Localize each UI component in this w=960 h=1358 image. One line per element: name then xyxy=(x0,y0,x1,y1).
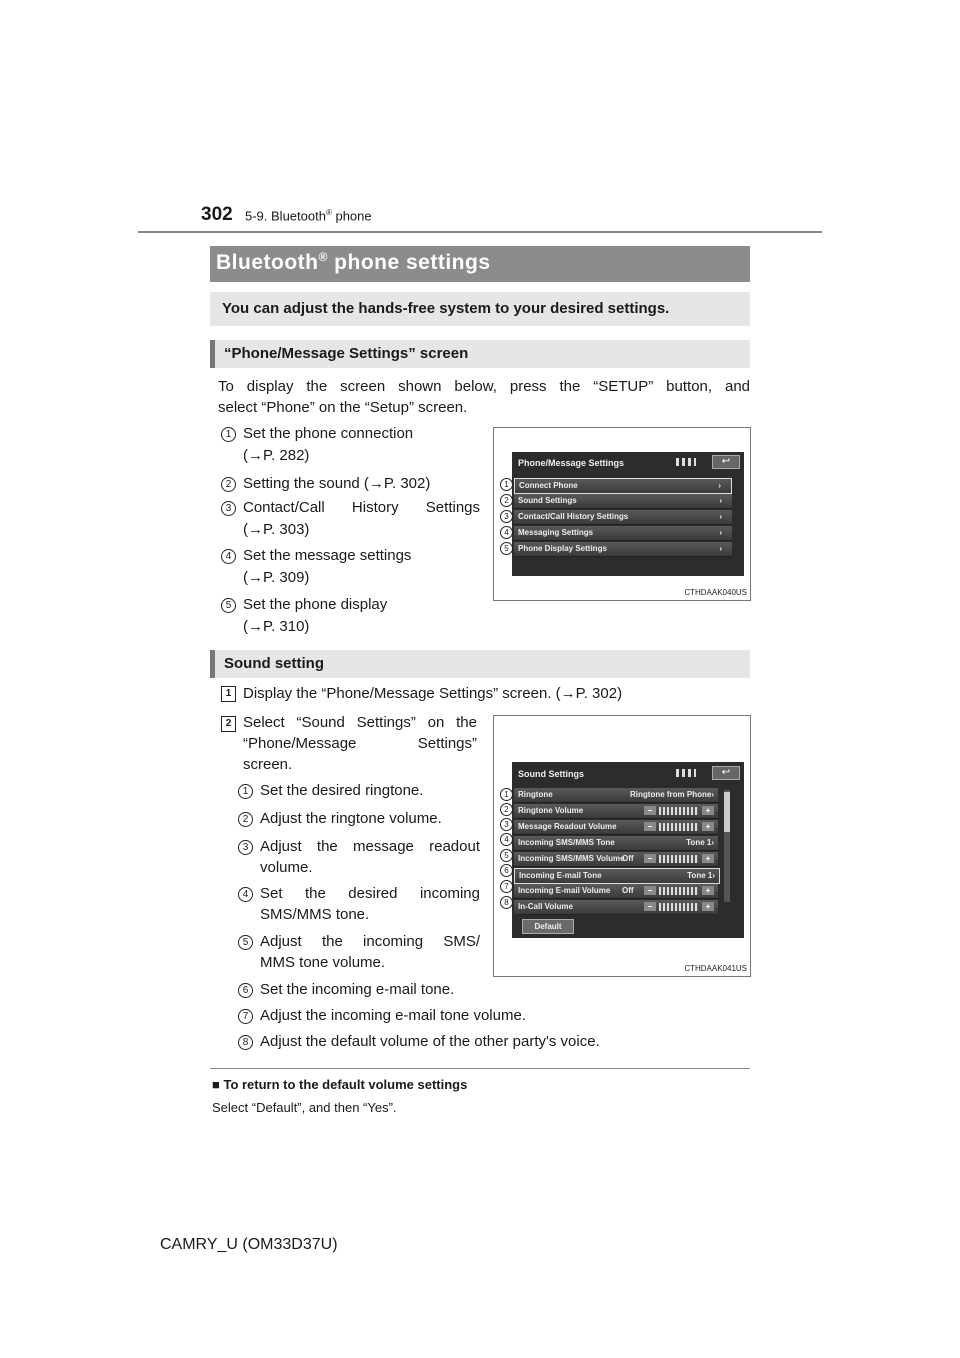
row-label: Incoming E-mail Tone xyxy=(519,871,602,880)
row-label: Incoming SMS/MMS Volume xyxy=(518,854,625,863)
row-label: Ringtone xyxy=(518,790,553,799)
signal-icon xyxy=(676,458,696,466)
footer-model-code: CAMRY_U (OM33D37U) xyxy=(160,1236,338,1253)
volume-slider xyxy=(659,823,699,831)
title-registered-mark: ® xyxy=(318,250,328,264)
registered-mark: ® xyxy=(325,208,332,217)
volume-slider xyxy=(659,855,699,863)
item-number-3: 3 xyxy=(221,501,236,516)
sound-settings-figure xyxy=(493,715,751,977)
callout-3: 3 xyxy=(500,818,513,831)
row-value: Tone 1› xyxy=(687,871,715,880)
minus-icon: − xyxy=(644,886,656,895)
header-divider xyxy=(138,231,822,233)
callout-4: 4 xyxy=(500,526,513,539)
plus-icon: + xyxy=(702,822,714,831)
callout-4: 4 xyxy=(500,833,513,846)
back-icon: ↩ xyxy=(712,766,740,780)
chapter-prefix: 5-9. Bluetooth xyxy=(245,208,326,224)
page-number: 302 xyxy=(201,204,233,225)
off-label: Off xyxy=(622,854,634,863)
volume-slider xyxy=(659,807,699,815)
volume-slider xyxy=(659,887,699,895)
chevron-right-icon: › xyxy=(719,528,722,537)
minus-icon: − xyxy=(644,822,656,831)
item-number-5: 5 xyxy=(221,598,236,613)
row-label: Phone Display Settings xyxy=(518,544,607,553)
item-number-1: 1 xyxy=(221,427,236,442)
row-label: Incoming SMS/MMS Tone xyxy=(518,838,615,847)
sound-item-text: MMS tone volume. xyxy=(260,954,386,971)
chevron-right-icon: › xyxy=(719,496,722,505)
chapter-label xyxy=(245,208,372,223)
default-button: Default xyxy=(522,919,574,934)
row-incoming-email-tone xyxy=(514,868,720,884)
title-prefix: Bluetooth xyxy=(216,251,319,274)
row-ringtone-volume xyxy=(514,804,718,819)
page-title xyxy=(216,250,491,275)
row-incoming-sms-volume xyxy=(514,852,718,867)
signal-icon xyxy=(676,769,696,777)
volume-slider xyxy=(659,903,699,911)
item-text: Set the phone display xyxy=(243,596,388,613)
row-label: Sound Settings xyxy=(518,496,577,505)
off-label: Off xyxy=(622,886,634,895)
sound-item-text: Adjust the message readout xyxy=(260,838,480,855)
sound-item-text: Set the desired ringtone. xyxy=(260,782,424,799)
sound-item-number-3: 3 xyxy=(238,840,253,855)
sound-item-number-4: 4 xyxy=(238,887,253,902)
row-label: Connect Phone xyxy=(519,481,578,490)
sound-item-text: Set the desired incoming xyxy=(260,885,480,902)
chevron-right-icon: › xyxy=(718,481,721,490)
row-incoming-email-volume xyxy=(514,884,718,899)
plus-icon: + xyxy=(702,902,714,911)
sound-item-number-5: 5 xyxy=(238,935,253,950)
row-label: Ringtone Volume xyxy=(518,806,584,815)
minus-icon: − xyxy=(644,902,656,911)
item-text-ref: (→P. 310) xyxy=(243,618,310,635)
item-text-ref: (→P. 282) xyxy=(243,447,310,464)
row-value: Ringtone from Phone› xyxy=(630,790,714,799)
step-1-text: Display the “Phone/Message Settings” screen. (→P. 302) xyxy=(243,685,623,702)
section-heading-phone-message: “Phone/Message Settings” screen xyxy=(224,345,469,362)
sound-item-text: volume. xyxy=(260,859,313,876)
row-incoming-sms-tone xyxy=(514,836,718,851)
row-ringtone xyxy=(514,788,718,803)
row-sound-settings xyxy=(514,494,732,509)
row-label: In-Call Volume xyxy=(518,902,573,911)
sound-item-number-6: 6 xyxy=(238,983,253,998)
callout-2: 2 xyxy=(500,494,513,507)
chevron-right-icon: › xyxy=(719,512,722,521)
plus-icon: + xyxy=(702,854,714,863)
screen-title: Sound Settings xyxy=(518,769,584,779)
section1-paragraph-line1: To display the screen shown below, press the “SETUP” button, and xyxy=(218,378,750,395)
callout-5: 5 xyxy=(500,542,513,555)
row-phone-display-settings xyxy=(514,542,732,557)
chapter-suffix: phone xyxy=(331,208,372,224)
item-text-ref: (→P. 303) xyxy=(243,521,310,538)
step-2-text: screen. xyxy=(243,756,293,773)
screen xyxy=(512,452,744,576)
sound-item-number-8: 8 xyxy=(238,1035,253,1050)
sound-item-number-1: 1 xyxy=(238,784,253,799)
figure-code: CTHDAAK040US xyxy=(684,588,747,597)
sound-item-text: Adjust the incoming SMS/ xyxy=(260,933,480,950)
row-label: Contact/Call History Settings xyxy=(518,512,629,521)
note-body: Select “Default”, and then “Yes”. xyxy=(212,1100,397,1115)
sound-item-text: Adjust the ringtone volume. xyxy=(260,810,442,827)
back-icon: ↩ xyxy=(712,455,740,469)
item-text: Contact/Call History Settings xyxy=(243,499,480,516)
row-contact-call-history xyxy=(514,510,732,525)
row-label: Incoming E-mail Volume xyxy=(518,886,611,895)
row-in-call-volume xyxy=(514,900,718,915)
sound-item-number-2: 2 xyxy=(238,812,253,827)
row-connect-phone xyxy=(514,478,732,494)
item-text: Set the phone connection xyxy=(243,425,414,442)
callout-5: 5 xyxy=(500,849,513,862)
callout-3: 3 xyxy=(500,510,513,523)
intro-text: You can adjust the hands-free system to your desired settings. xyxy=(222,300,670,317)
sound-item-text: SMS/MMS tone. xyxy=(260,906,370,923)
sound-item-number-7: 7 xyxy=(238,1009,253,1024)
row-label: Messaging Settings xyxy=(518,528,594,537)
sound-item-text: Adjust the default volume of the other party's voice. xyxy=(260,1033,600,1050)
callout-1: 1 xyxy=(500,478,513,491)
note-divider xyxy=(210,1068,750,1069)
item-text: Set the message settings xyxy=(243,547,412,564)
phone-message-settings-figure xyxy=(493,427,751,601)
item-number-4: 4 xyxy=(221,549,236,564)
item-text-ref: (→P. 309) xyxy=(243,569,310,586)
sound-item-text: Adjust the incoming e-mail tone volume. xyxy=(260,1007,526,1024)
item-text: Setting the sound (→P. 302) xyxy=(243,475,431,492)
step-2-text: Select “Sound Settings” on the xyxy=(243,714,477,731)
callout-7: 7 xyxy=(500,880,513,893)
figure-code: CTHDAAK041US xyxy=(684,964,747,973)
sound-item-text: Set the incoming e-mail tone. xyxy=(260,981,455,998)
screen xyxy=(512,762,744,938)
row-messaging-settings xyxy=(514,526,732,541)
scrollbar-thumb xyxy=(724,792,730,832)
plus-icon: + xyxy=(702,886,714,895)
callout-8: 8 xyxy=(500,896,513,909)
step-number-2: 2 xyxy=(221,716,236,732)
note-heading: ■ To return to the default volume settings xyxy=(212,1077,468,1092)
title-suffix: phone settings xyxy=(327,251,491,274)
section-heading-sound-setting: Sound setting xyxy=(224,655,324,672)
chevron-right-icon: › xyxy=(719,544,722,553)
item-number-2: 2 xyxy=(221,477,236,492)
callout-6: 6 xyxy=(500,864,513,877)
step-2-text: “Phone/Message Settings” xyxy=(243,735,477,752)
minus-icon: − xyxy=(644,854,656,863)
callout-2: 2 xyxy=(500,803,513,816)
row-message-readout-volume xyxy=(514,820,718,835)
row-label: Message Readout Volume xyxy=(518,822,617,831)
minus-icon: − xyxy=(644,806,656,815)
row-value: Tone 1› xyxy=(686,838,714,847)
callout-1: 1 xyxy=(500,788,513,801)
plus-icon: + xyxy=(702,806,714,815)
screen-title: Phone/Message Settings xyxy=(518,458,625,468)
step-number-1: 1 xyxy=(221,686,236,702)
section1-paragraph-line2: select “Phone” on the “Setup” screen. xyxy=(218,399,468,416)
